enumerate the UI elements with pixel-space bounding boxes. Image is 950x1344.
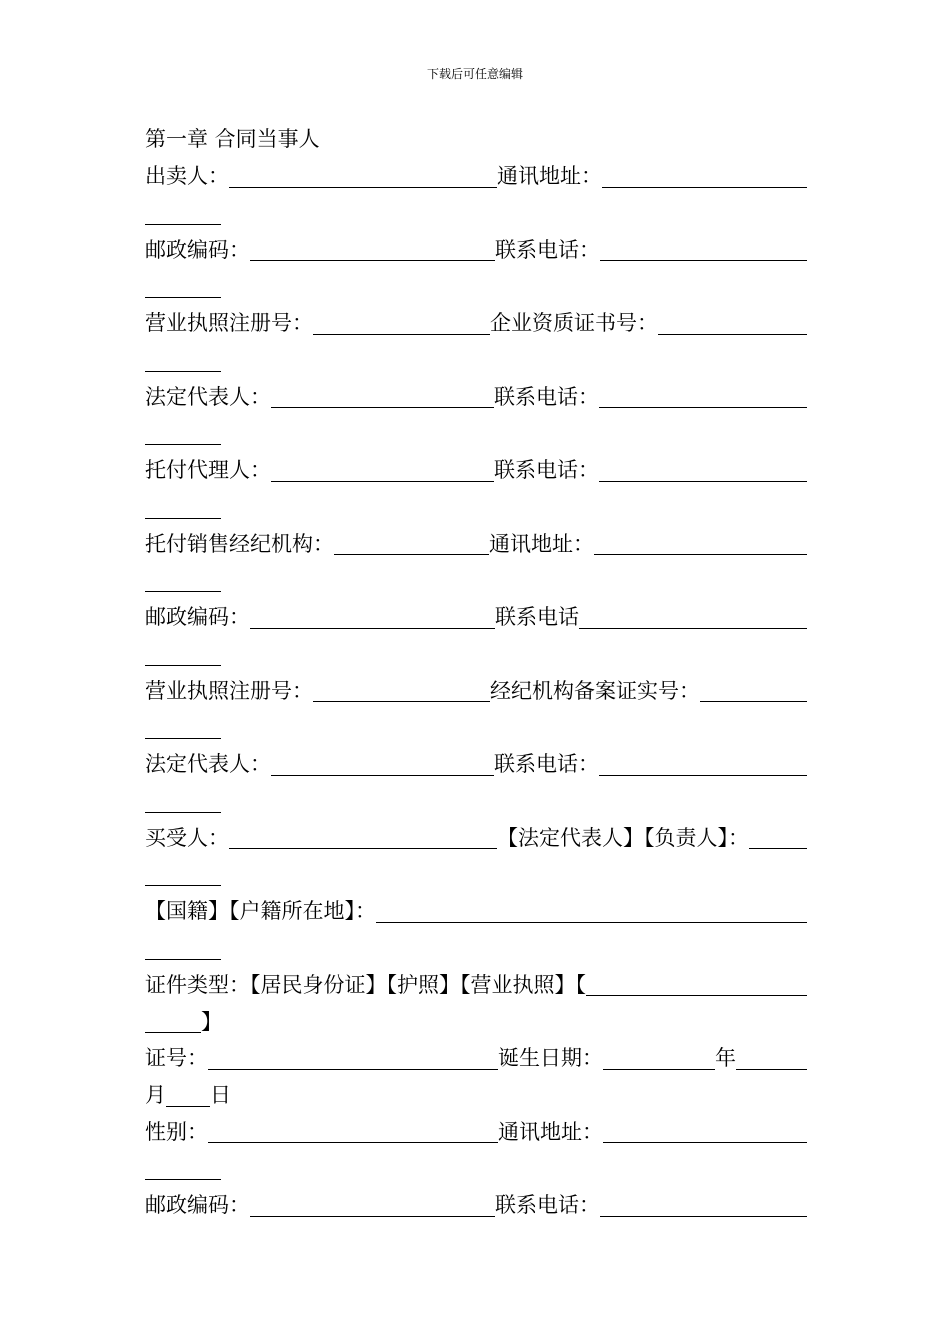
- field-row: [145, 378, 807, 452]
- blank-line[interactable]: [599, 753, 807, 776]
- blank-line[interactable]: [599, 385, 807, 408]
- blank-line[interactable]: [271, 459, 494, 482]
- field-label: 性别：: [145, 1119, 208, 1144]
- field-label: 联系电话: [495, 605, 579, 630]
- field-label: 联系电话：: [494, 458, 599, 483]
- chapter-title: 第一章 合同当事人: [145, 127, 320, 151]
- field-label: 托付销售经纪机构：: [145, 531, 334, 556]
- blank-line[interactable]: [586, 973, 807, 996]
- blank-line[interactable]: [313, 679, 490, 702]
- blank-line[interactable]: [600, 1194, 807, 1217]
- field-label: 出卖人：: [145, 164, 229, 189]
- blank-line[interactable]: [145, 863, 221, 886]
- field-row: [145, 892, 807, 966]
- field-label: 邮政编码：: [145, 1193, 250, 1218]
- field-label: 证号：: [145, 1046, 208, 1071]
- blank-line[interactable]: [250, 1194, 495, 1217]
- blank-line[interactable]: [334, 532, 489, 555]
- field-label: 【法定代表人】【负责人】：: [497, 825, 749, 850]
- blank-line[interactable]: [700, 679, 807, 702]
- blank-line[interactable]: [145, 202, 221, 225]
- blank-line[interactable]: [250, 606, 495, 629]
- field-row: [145, 745, 807, 819]
- field-label: 联系电话：: [495, 1193, 600, 1218]
- blank-line[interactable]: [145, 422, 221, 445]
- blank-line[interactable]: [145, 1157, 221, 1180]
- blank-line[interactable]: [229, 826, 497, 849]
- blank-line[interactable]: [599, 459, 807, 482]
- blank-line[interactable]: [603, 1120, 807, 1143]
- field-row: [145, 1039, 807, 1113]
- field-row: [145, 304, 807, 378]
- field-label: 邮政编码：: [145, 605, 250, 630]
- blank-line[interactable]: [579, 606, 807, 629]
- page-header: 下载后可任意编辑: [426, 67, 523, 81]
- field-label: 证件类型：【居民身份证】【护照】【营业执照】【: [145, 972, 586, 997]
- blank-line[interactable]: [376, 900, 807, 923]
- blank-line[interactable]: [594, 532, 807, 555]
- field-label: 通讯地址：: [497, 164, 602, 189]
- blank-line[interactable]: [271, 385, 494, 408]
- blank-line[interactable]: [229, 165, 497, 188]
- blank-line[interactable]: [250, 238, 495, 261]
- blank-line[interactable]: [145, 349, 221, 372]
- bracket-close: 】: [201, 1009, 222, 1034]
- blank-line[interactable]: [145, 275, 221, 298]
- field-label: 营业执照注册号：: [145, 311, 313, 336]
- blank-line[interactable]: [603, 1047, 715, 1070]
- blank-line[interactable]: [658, 312, 807, 335]
- field-label: 通讯地址：: [489, 531, 594, 556]
- field-label: 邮政编码：: [145, 237, 250, 262]
- field-row: [145, 1186, 807, 1223]
- day-label: 日: [210, 1083, 231, 1108]
- field-row: [145, 1113, 807, 1187]
- blank-line[interactable]: [145, 643, 221, 666]
- blank-line[interactable]: [166, 1084, 210, 1107]
- field-label: 买受人：: [145, 825, 229, 850]
- field-row: [145, 966, 807, 1040]
- blank-line[interactable]: [208, 1120, 498, 1143]
- blank-line[interactable]: [736, 1047, 807, 1070]
- year-label: 年: [715, 1046, 736, 1071]
- blank-line[interactable]: [271, 753, 494, 776]
- field-row: [145, 451, 807, 525]
- blank-line[interactable]: [145, 937, 221, 960]
- blank-line[interactable]: [145, 569, 221, 592]
- blank-line[interactable]: [313, 312, 490, 335]
- field-label: 通讯地址：: [498, 1119, 603, 1144]
- blank-line[interactable]: [602, 165, 807, 188]
- field-label: 托付代理人：: [145, 458, 271, 483]
- blank-line[interactable]: [600, 238, 807, 261]
- contract-body: [145, 121, 807, 1223]
- blank-line[interactable]: [145, 790, 221, 813]
- field-label: 经纪机构备案证实号：: [490, 678, 700, 703]
- field-row: [145, 525, 807, 599]
- field-label: 营业执照注册号：: [145, 678, 313, 703]
- field-label: 法定代表人：: [145, 752, 271, 777]
- field-label: 联系电话：: [494, 752, 599, 777]
- blank-line[interactable]: [145, 496, 221, 519]
- blank-line[interactable]: [145, 1010, 201, 1033]
- field-row: [145, 231, 807, 305]
- field-label: 诞生日期：: [498, 1046, 603, 1071]
- field-row: [145, 157, 807, 231]
- field-label: 法定代表人：: [145, 384, 271, 409]
- field-row: [145, 672, 807, 746]
- field-row: [145, 819, 807, 893]
- field-row: [145, 598, 807, 672]
- blank-line[interactable]: [145, 716, 221, 739]
- month-label: 月: [145, 1083, 166, 1108]
- field-label: 企业资质证书号：: [490, 311, 658, 336]
- blank-line[interactable]: [749, 826, 807, 849]
- field-label: 【国籍】【户籍所在地】：: [145, 899, 376, 924]
- blank-line[interactable]: [208, 1047, 498, 1070]
- field-label: 联系电话：: [494, 384, 599, 409]
- field-label: 联系电话：: [495, 237, 600, 262]
